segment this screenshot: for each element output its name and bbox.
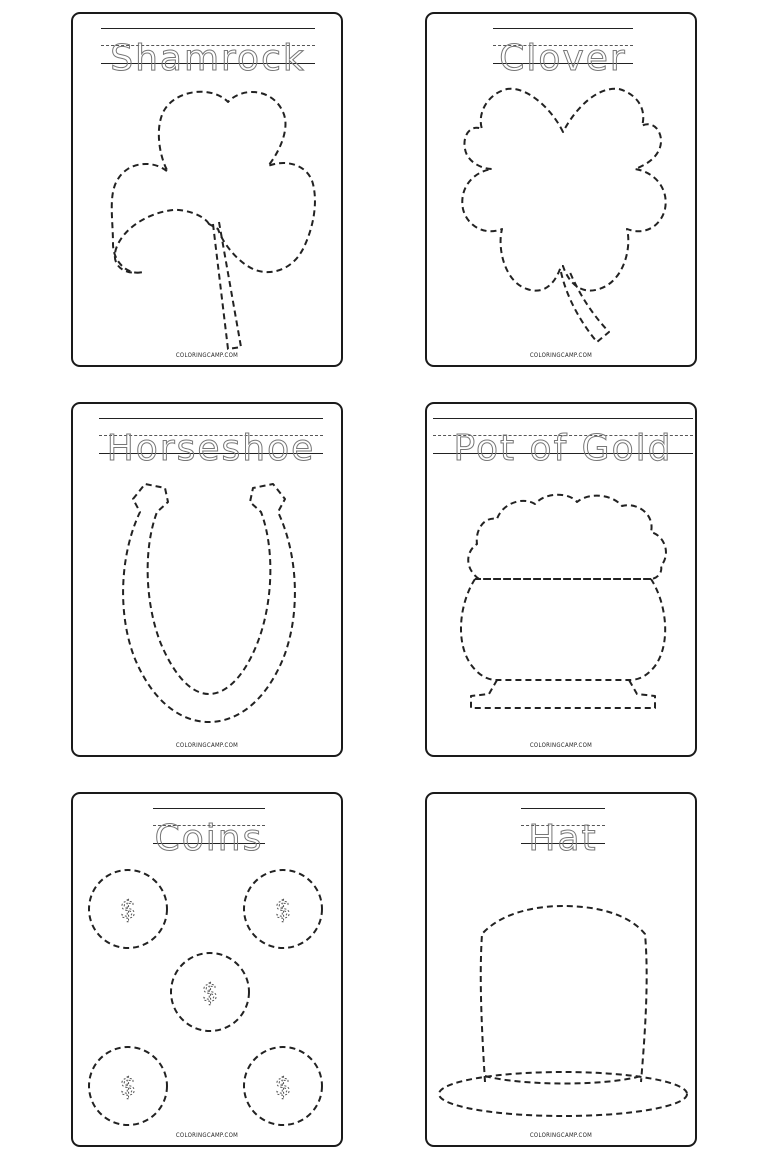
shamrock-outline bbox=[73, 14, 345, 369]
footer-credit: COLORINGCAMP.COM bbox=[175, 352, 239, 359]
trace-word: Hat bbox=[528, 818, 598, 859]
coins-outline bbox=[73, 794, 345, 1149]
coin-3-symbol: $ bbox=[201, 978, 219, 1008]
coin-5-symbol: $ bbox=[274, 1072, 292, 1102]
pot-of-gold-outline bbox=[427, 404, 699, 759]
coins-card bbox=[71, 792, 343, 1147]
shamrock-card bbox=[71, 12, 343, 367]
coin-4-symbol: $ bbox=[119, 1072, 137, 1102]
trace-word: Horseshoe bbox=[106, 428, 316, 469]
clover-outline bbox=[427, 14, 699, 369]
footer-credit: COLORINGCAMP.COM bbox=[175, 1132, 239, 1139]
coin-2-symbol: $ bbox=[274, 895, 292, 925]
hat-card bbox=[425, 792, 697, 1147]
horseshoe-outline bbox=[73, 404, 345, 759]
trace-word: Shamrock bbox=[110, 38, 306, 79]
trace-word: Clover bbox=[499, 38, 627, 79]
hat-outline bbox=[427, 794, 699, 1149]
horseshoe-card bbox=[71, 402, 343, 757]
clover-card bbox=[425, 12, 697, 367]
coin-1-symbol: $ bbox=[119, 895, 137, 925]
trace-word: Coins bbox=[154, 818, 264, 859]
footer-credit: COLORINGCAMP.COM bbox=[175, 742, 239, 749]
trace-word: Pot of Gold bbox=[453, 428, 673, 469]
pot-of-gold-card bbox=[425, 402, 697, 757]
footer-credit: COLORINGCAMP.COM bbox=[529, 742, 593, 749]
footer-credit: COLORINGCAMP.COM bbox=[529, 352, 593, 359]
footer-credit: COLORINGCAMP.COM bbox=[529, 1132, 593, 1139]
